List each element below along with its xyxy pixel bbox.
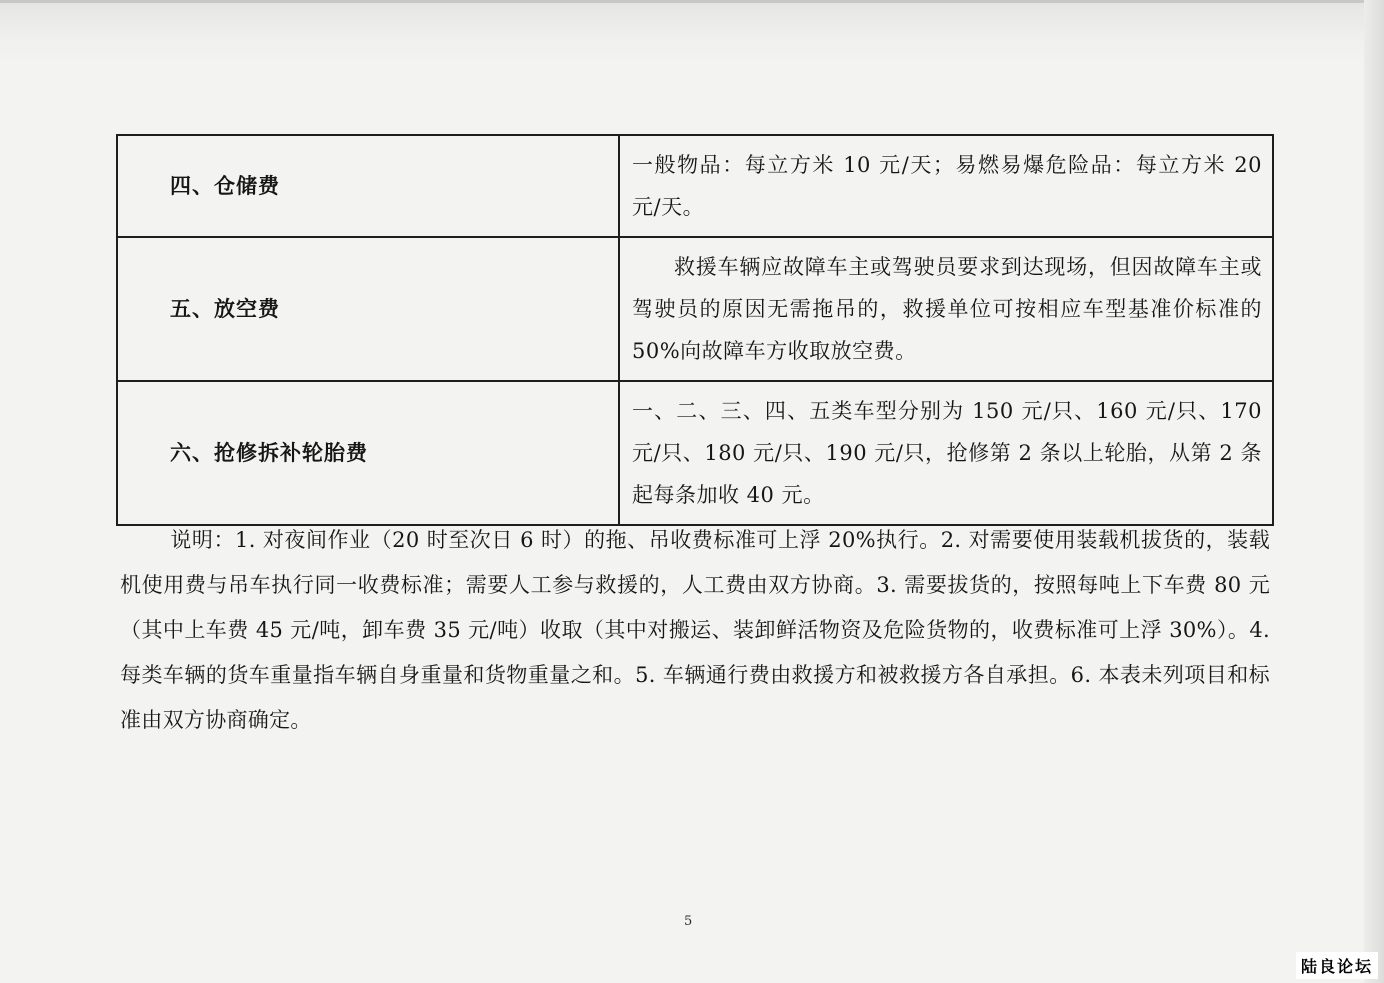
row-content-tire-repair-fee: 一、二、三、四、五类车型分别为 150 元/只、160 元/只、170 元/只、180 元/只、190 元/只，抢修第 2 条以上轮胎，从第 2 条起每条加收 40 元。	[619, 381, 1273, 525]
row-content-storage-fee: 一般物品：每立方米 10 元/天；易燃易爆危险品：每立方米 20 元/天。	[619, 135, 1273, 237]
row-label-tire-repair-fee: 六、抢修拆补轮胎费	[117, 381, 619, 525]
table-row-empty-trip-fee	[117, 237, 1273, 381]
row-content-empty-trip-fee: 救援车辆应故障车主或驾驶员要求到达现场，但因故障车主或驾驶员的原因无需拖吊的，救援单位可按相应车型基准价标准的 50%向故障车方收取放空费。	[619, 237, 1273, 381]
fee-table	[116, 134, 1274, 526]
table-row-storage-fee	[117, 135, 1273, 237]
scan-right-edge	[1364, 0, 1384, 983]
table-row-tire-repair-fee	[117, 381, 1273, 525]
row-label-empty-trip-fee: 五、放空费	[117, 237, 619, 381]
notes-paragraph: 说明：1. 对夜间作业（20 时至次日 6 时）的拖、吊收费标准可上浮 20%执行。2. 对需要使用装载机拔货的，装载机使用费与吊车执行同一收费标准；需要人工参与救援的，人工费由双方协商。3. 需要拔货的，按照每吨上下车费 80 元（其中上车费 45 元/吨，卸车费 35 元/吨）收取（其中对搬运、装卸鲜活物资及危险货物的，收费标准可上浮 30%）。4. 每类车辆的货车重量指车辆自身重量和货物重量之和。5. 车辆通行费由救援方和被救援方各自承担。6. 本表未列项目和标准由双方协商确定。	[120, 528, 1270, 732]
row-label-storage-fee: 四、仓储费	[117, 135, 619, 237]
scan-top-shadow	[0, 0, 1384, 62]
scan-top-edge	[0, 0, 1384, 3]
page-number: 5	[684, 914, 693, 929]
forum-watermark: 陆良论坛	[1296, 952, 1378, 979]
